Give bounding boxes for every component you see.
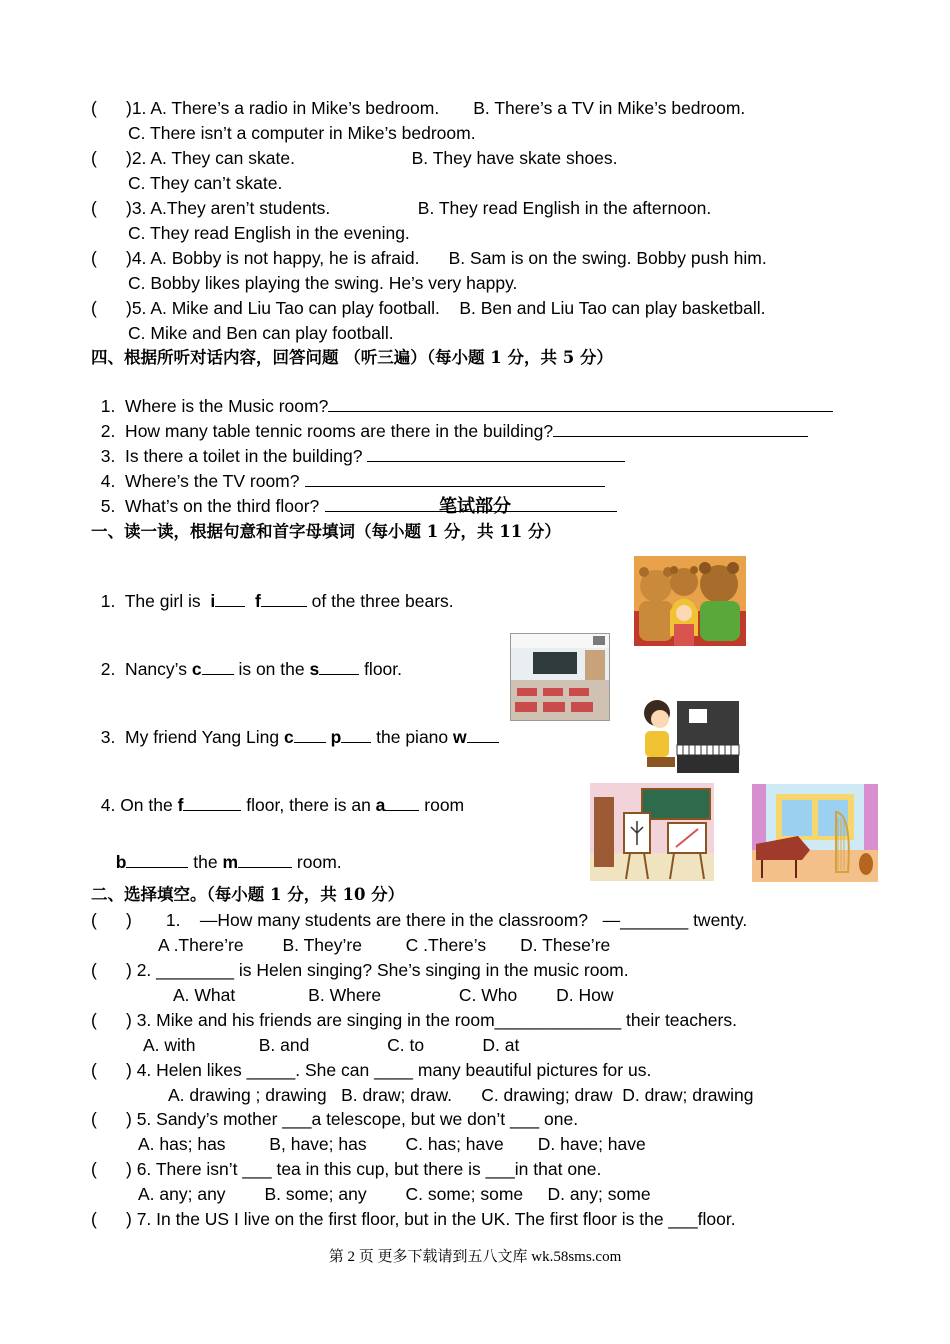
choice-question-7: ( ) 7. In the US I live on the first floor, but in the UK. The first floor is the ___floor.	[91, 1209, 736, 1229]
initial-letter: s	[309, 659, 320, 679]
page-footer: 第 2 页 更多下载请到五八文库 wk.58sms.com	[328, 1249, 622, 1265]
fill-question-4-continued	[106, 828, 342, 873]
choice-question-5: ( ) 5. Sandy’s mother ___a telescope, but we don’t ___ one.	[91, 1109, 579, 1129]
fill-question-2	[91, 635, 402, 680]
initial-letter: f	[254, 591, 261, 611]
listening-question-4-option-c: C. Bobby likes playing the swing. He’s very happy.	[128, 273, 518, 293]
section-4-title: 四、根据所听对话内容，回答问题 （听三遍）（每小题 1 分，共 5 分）	[91, 348, 613, 367]
question-text: 3. My friend Yang Ling	[100, 727, 284, 747]
question-text	[245, 591, 255, 611]
listening-question-3: ( )3. A.They aren’t students. B. They read English in the afternoon.	[91, 198, 712, 218]
initial-letter: b	[115, 852, 127, 872]
listening-question-1-option-c: C. There isn’t a computer in Mike’s bedroom.	[128, 123, 476, 143]
classroom-picture	[510, 633, 610, 721]
choice-question-4-options: A. drawing ; drawing B. draw; draw. C. drawing; draw D. draw; drawing	[168, 1085, 754, 1105]
question-text: 2. How many table tennic rooms are there in the building?	[100, 421, 554, 441]
question-text: 2. Nancy’s	[100, 659, 192, 679]
question-text: 4. Where’s the TV room?	[100, 471, 300, 491]
fill-question-4	[91, 771, 464, 816]
three-bears-picture	[634, 556, 746, 646]
question-text: 1. Where is the Music room?	[100, 396, 329, 416]
written-part-title: 笔试部分	[439, 496, 511, 517]
music-room-picture	[752, 784, 878, 882]
fill-question-3	[91, 703, 499, 748]
choice-question-6: ( ) 6. There isn’t ___ tea in this cup, but there is ___in that one.	[91, 1159, 602, 1179]
listening-question-2-option-c: C. They can’t skate.	[128, 173, 283, 193]
fill-blank[interactable]	[126, 850, 188, 868]
initial-letter: a	[375, 795, 386, 815]
choice-question-2: ( ) 2. ________ is Helen singing? She’s singing in the music room.	[91, 960, 629, 980]
fill-blank[interactable]	[385, 793, 419, 811]
written-section-2-title: 二、选择填空。（每小题 1 分，共 10 分）	[91, 885, 405, 904]
listening-question-1: ( )1. A. There’s a radio in Mike’s bedroom. B. There’s a TV in Mike’s bedroom.	[91, 98, 746, 118]
choice-question-2-options: A. What B. Where C. Who D. How	[173, 985, 614, 1005]
written-section-1-title: 一、读一读，根据句意和首字母填词（每小题 1 分，共 11 分）	[91, 522, 561, 541]
listening-question-4: ( )4. A. Bobby is not happy, he is afraid. B. Sam is on the swing. Bobby push him.	[91, 248, 767, 268]
question-text: the piano	[371, 727, 453, 747]
fill-blank[interactable]	[238, 850, 292, 868]
question-text: floor.	[359, 659, 403, 679]
choice-question-3: ( ) 3. Mike and his friends are singing in the room_____________ their teachers.	[91, 1010, 737, 1030]
listening-question-2: ( )2. A. They can skate. B. They have skate shoes.	[91, 148, 618, 168]
initial-letter: f	[177, 795, 184, 815]
girl-playing-piano-picture	[637, 695, 741, 775]
choice-question-1-options: A .There’re B. They’re C .There’s D. These’re	[158, 935, 611, 955]
question-text: is on the	[233, 659, 310, 679]
fill-blank[interactable]	[183, 793, 241, 811]
question-text: 5. What’s on the third floor?	[100, 496, 320, 516]
fill-blank[interactable]	[341, 725, 371, 743]
choice-question-3-options: A. with B. and C. to D. at	[143, 1035, 520, 1055]
initial-letter: p	[330, 727, 342, 747]
choice-question-6-options: A. any; any B. some; any C. some; some D. any; some	[138, 1184, 651, 1204]
fill-blank[interactable]	[319, 657, 359, 675]
fill-blank[interactable]	[215, 589, 245, 607]
listening-question-5-option-c: C. Mike and Ben can play football.	[128, 323, 394, 343]
fill-blank[interactable]	[202, 657, 234, 675]
choice-question-4: ( ) 4. Helen likes _____. She can ____ many beautiful pictures for us.	[91, 1060, 652, 1080]
fill-blank[interactable]	[467, 725, 499, 743]
question-text: floor, there is an	[241, 795, 376, 815]
fill-blank[interactable]	[261, 589, 307, 607]
question-text: the	[188, 852, 223, 872]
question-text: 3. Is there a toilet in the building?	[100, 446, 363, 466]
choice-question-1: ( ) 1. —How many students are there in the classroom? —_______ twenty.	[91, 910, 748, 930]
question-text: of the three bears.	[306, 591, 454, 611]
question-text: 4. On the	[100, 795, 178, 815]
fill-blank[interactable]	[294, 725, 326, 743]
initial-letter: c	[191, 659, 202, 679]
initial-letter: c	[283, 727, 294, 747]
listening-question-5: ( )5. A. Mike and Liu Tao can play football. B. Ben and Liu Tao can play basketball.	[91, 298, 766, 318]
initial-letter: i	[210, 591, 216, 611]
question-text: 1. The girl is	[100, 591, 211, 611]
question-text: room.	[292, 852, 342, 872]
initial-letter: m	[222, 852, 239, 872]
initial-letter: w	[453, 727, 467, 747]
question-text: room	[419, 795, 465, 815]
fill-question-1	[91, 567, 454, 612]
choice-question-5-options: A. has; has B, have; has C. has; have D. have; have	[138, 1134, 646, 1154]
art-room-picture	[590, 783, 714, 881]
listening-question-3-option-c: C. They read English in the evening.	[128, 223, 410, 243]
